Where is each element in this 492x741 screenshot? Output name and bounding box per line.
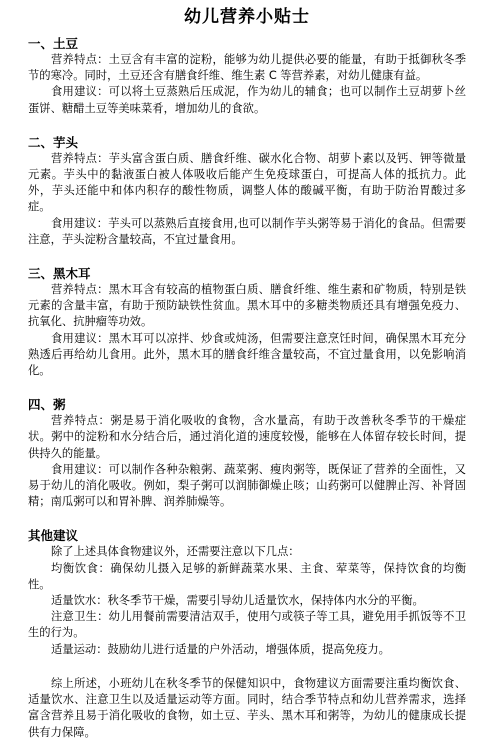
section-paragraph: 均衡饮食：确保幼儿摄入足够的新鲜蔬菜水果、主食、荤菜等，保持饮食的均衡性。 bbox=[28, 561, 466, 591]
section-gap bbox=[28, 379, 466, 397]
section-taro bbox=[28, 135, 466, 248]
section-other-advice bbox=[28, 528, 466, 657]
section-paragraph: 营养特点：黑木耳含有较高的植物蛋白质、膳食纤维、维生素和矿物质，特别是铁元素的含量丰富，有助于预防缺铁性贫血。黑木耳中的多糖类物质还具有增强免疫力、抗氧化、抗肿瘤等功效。 bbox=[28, 283, 466, 329]
section-paragraph: 营养特点：土豆含有丰富的淀粉，能够为幼儿提供必要的能量，有助于抵御秋冬季节的寒冷。同时，土豆还含有膳食纤维、维生素 C 等营养素，对幼儿健康有益。 bbox=[28, 53, 466, 83]
section-porridge bbox=[28, 397, 466, 510]
section-heading: 其他建议 bbox=[28, 528, 79, 544]
section-paragraph: 适量运动：鼓励幼儿进行适量的户外活动，增强体质，提高免疫力。 bbox=[51, 642, 390, 656]
section-potato bbox=[28, 36, 466, 117]
conclusion-paragraph: 综上所述，小班幼儿在秋冬季节的保健知识中，食物建议方面需要注重均衡饮食、适量饮水、注意卫生以及适量运动等方面。同时，结合季节特点和幼儿营养需求，选择富含营养且易于消化吸收的食物，如土豆、芋头、黑木耳和粥等，为幼儿的健康成长提供有力保障。 bbox=[28, 676, 466, 739]
section-paragraph: 营养特点：粥是易于消化吸收的食物，含水量高，有助于改善秋冬季节的干燥症状。粥中的淀粉和水分结合后，通过消化道的速度较慢，能够在人体留存较长时间，提供持久的能量。 bbox=[28, 414, 466, 460]
section-gap bbox=[28, 658, 466, 676]
section-paragraph: 注意卫生：幼儿用餐前需要清洁双手，使用勺或筷子等工具，避免用手抓饭等不卫生的行为。 bbox=[28, 610, 466, 640]
section-paragraph: 食用建议：芋头可以蒸熟后直接食用,也可以制作芋头粥等易于消化的食品。但需要注意，芋头淀粉含量较高，不宜过量食用。 bbox=[28, 216, 466, 246]
section-paragraph: 食用建议：可以制作各种杂粮粥、蔬菜粥、瘦肉粥等，既保证了营养的全面性，又易于幼儿的消化吸收。例如，梨子粥可以润肺御燥止咳；山药粥可以健脾止泻、补肾固精；南瓜粥可以和胃补脾、润养肺燥等。 bbox=[28, 462, 466, 509]
section-heading: 三、黑木耳 bbox=[28, 266, 91, 282]
section-paragraph: 食用建议：黑木耳可以凉拌、炒食或炖汤，但需要注意烹饪时间，确保黑木耳充分熟透后再给幼儿食用。此外，黑木耳的膳食纤维含量较高，不宜过量食用，以免影响消化。 bbox=[28, 331, 466, 378]
section-heading: 一、土豆 bbox=[28, 36, 79, 51]
section-gap bbox=[28, 248, 466, 266]
section-gap bbox=[28, 510, 466, 528]
section-paragraph: 食用建议：可以将土豆蒸熟后压成泥，作为幼儿的辅食；也可以制作土豆胡萝卜丝蛋饼、糖醋土豆等美味菜肴，增加幼儿的食欲。 bbox=[28, 85, 466, 115]
section-heading: 四、粥 bbox=[28, 397, 66, 413]
document-title: 幼儿营养小贴士 bbox=[184, 7, 310, 27]
section-paragraph: 营养特点：芋头富含蛋白质、膳食纤维、碳水化合物、胡萝卜素以及钙、钾等微量元素。芋头中的黏液蛋白被人体吸收后能产生免疫球蛋白，可提高人体的抵抗力。此外，芋头还能中和体内积存的酸性物质，调整人体的酸碱平衡，有助于防治胃酸过多症。 bbox=[28, 151, 466, 214]
section-paragraph: 适量饮水：秋冬季节干燥，需要引导幼儿适量饮水，保持体内水分的平衡。 bbox=[51, 594, 424, 608]
section-black-fungus bbox=[28, 266, 466, 379]
section-heading: 二、芋头 bbox=[28, 134, 79, 150]
section-paragraph: 除了上述具体食物建议外，还需要注意以下几点： bbox=[51, 545, 300, 559]
section-gap bbox=[28, 117, 466, 135]
